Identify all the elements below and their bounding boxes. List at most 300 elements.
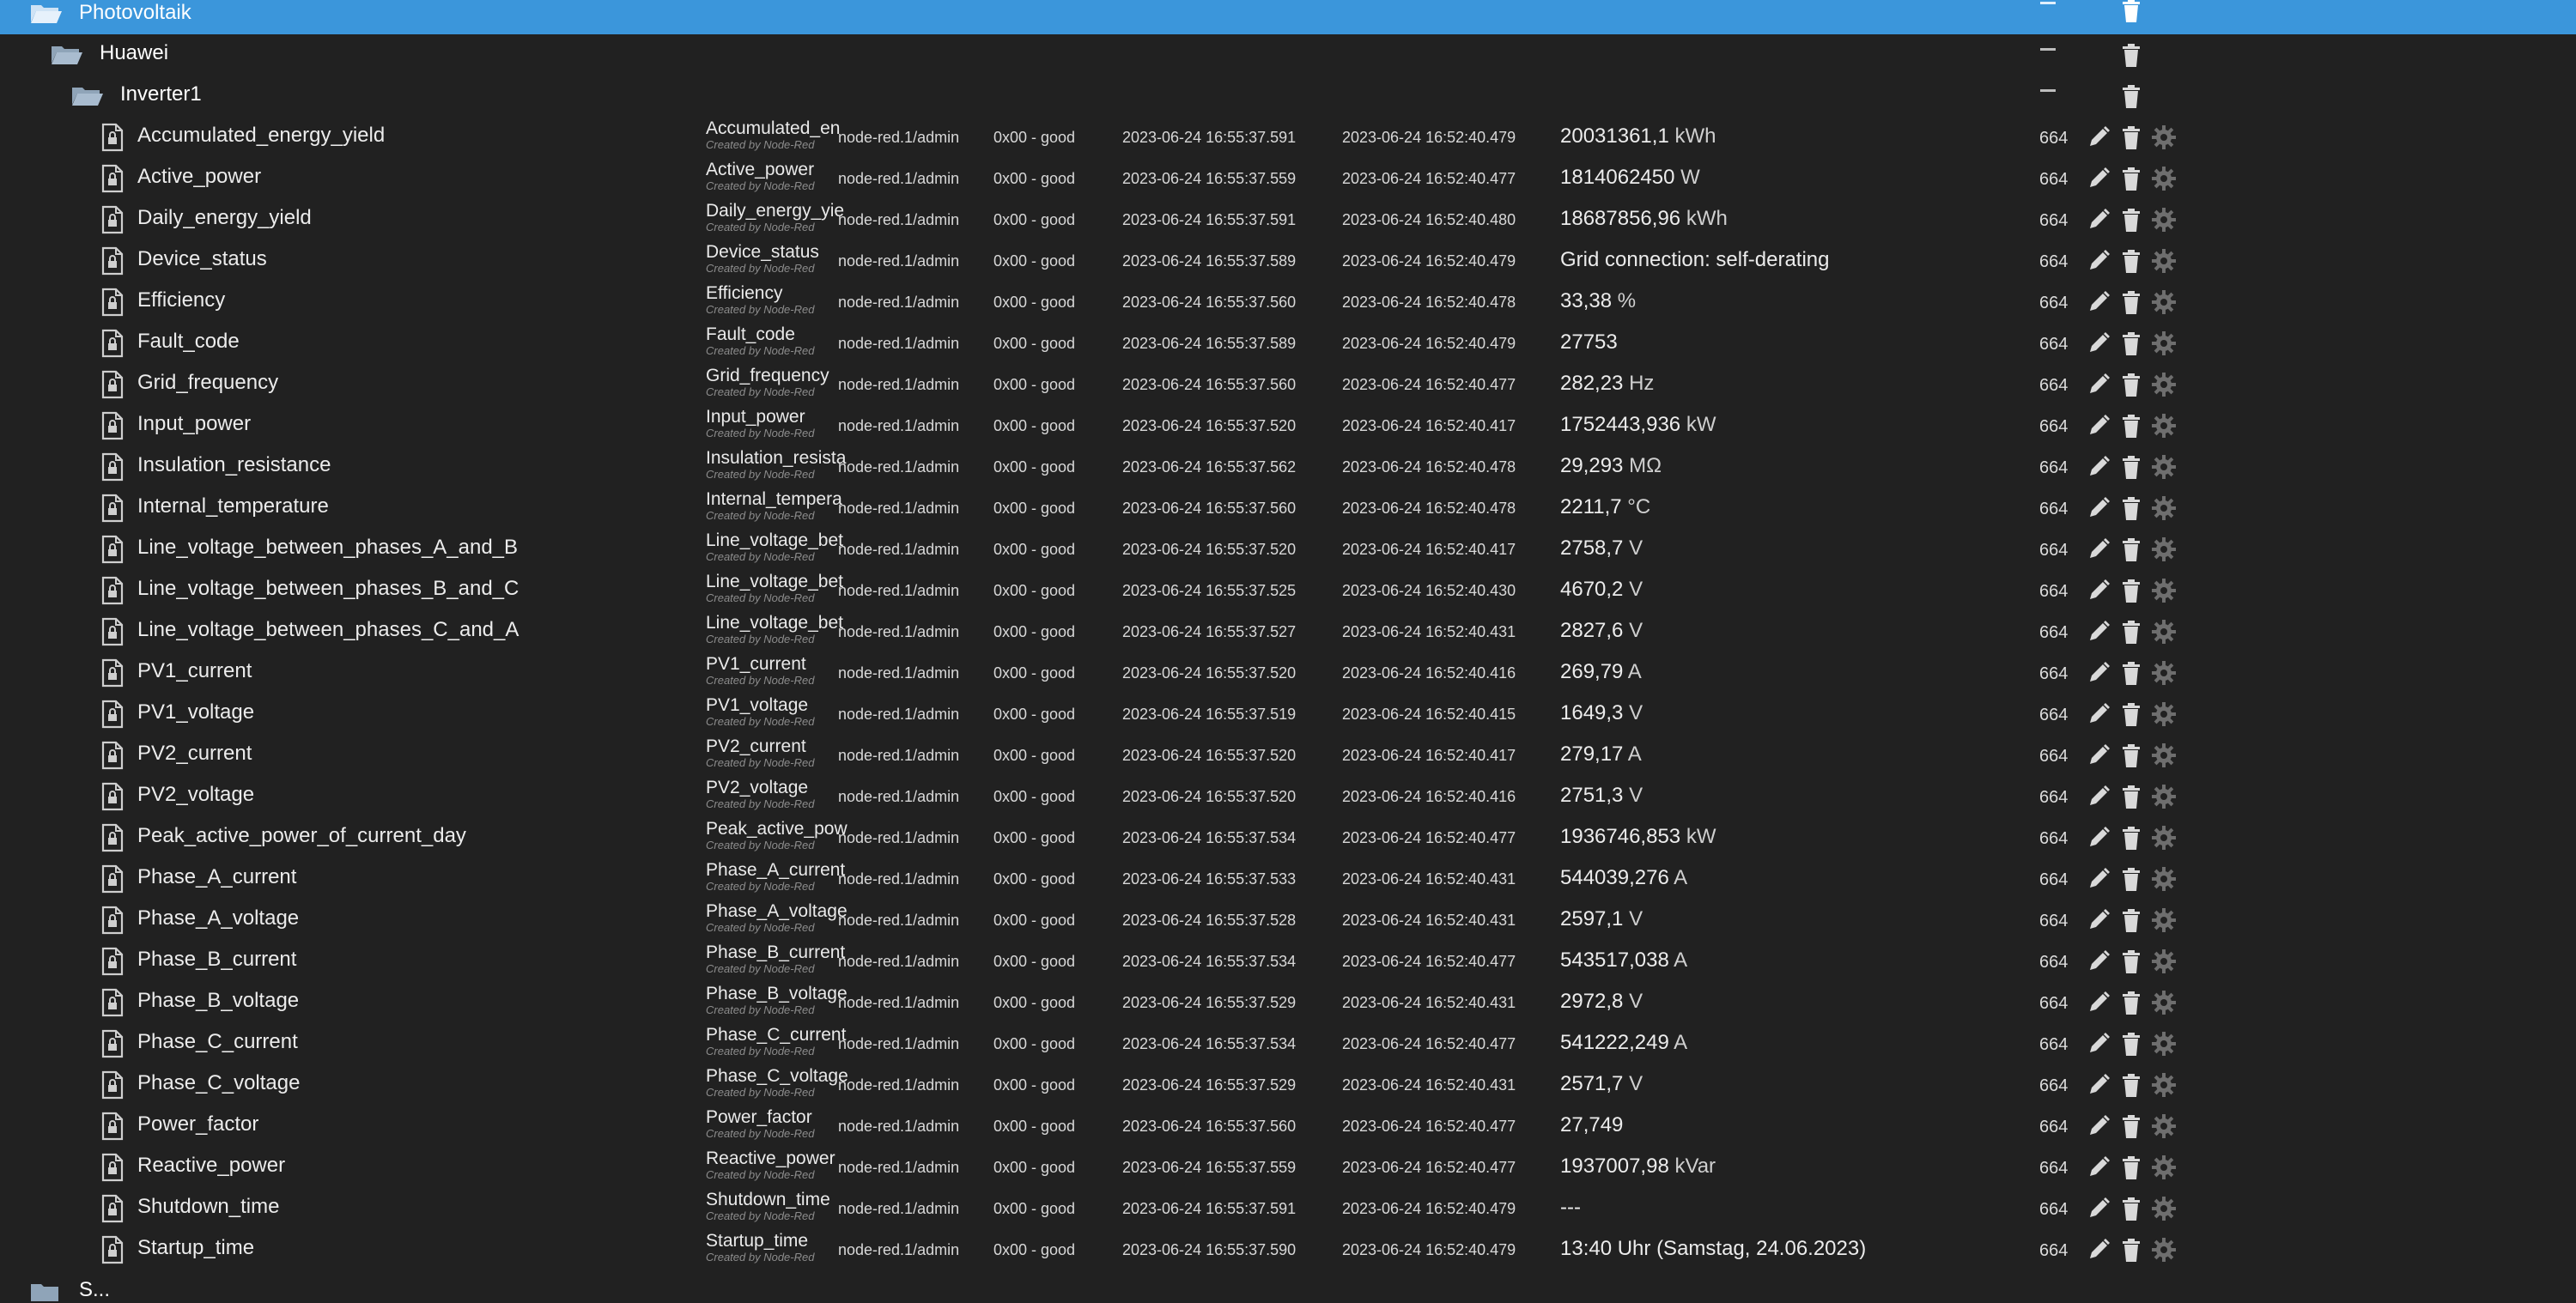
- edit-pencil-icon[interactable]: [2085, 824, 2112, 851]
- trash-icon[interactable]: [2117, 412, 2145, 439]
- state-row[interactable]: [0, 199, 2576, 240]
- state-timestamp: 2023-06-24 16:55:37.559: [1122, 1159, 1297, 1176]
- state-quality: 0x00 - good: [993, 335, 1076, 352]
- state-value[interactable]: [1560, 289, 1636, 313]
- state-row[interactable]: [0, 694, 2576, 735]
- state-quality: 0x00 - good: [993, 747, 1076, 764]
- created-by: Created by Node-Red: [706, 715, 815, 728]
- state-name-cell: [706, 942, 846, 975]
- file-lock-icon: [101, 865, 124, 893]
- state-name: Fault_code: [706, 324, 795, 344]
- trash-icon[interactable]: [2117, 865, 2145, 893]
- created-by: Created by Node-Red: [706, 1127, 815, 1140]
- value-number: 2758,7: [1560, 536, 1624, 560]
- edit-pencil-icon[interactable]: [2085, 165, 2112, 192]
- state-last-change: 2023-06-24 16:52:40.417: [1342, 747, 1516, 764]
- state-count: 664: [2039, 623, 2069, 642]
- edit-pencil-icon[interactable]: [2085, 618, 2112, 645]
- state-name: Input_power: [706, 407, 805, 427]
- state-id: Peak_active_power_of_current_day: [137, 824, 466, 847]
- gear-icon[interactable]: [2150, 371, 2178, 398]
- file-lock-icon: [101, 165, 124, 192]
- gear-icon[interactable]: [2150, 618, 2178, 645]
- state-quality: 0x00 - good: [993, 541, 1076, 558]
- trash-icon[interactable]: [2117, 989, 2145, 1016]
- state-row[interactable]: [0, 982, 2576, 1023]
- trash-icon[interactable]: [2117, 247, 2145, 275]
- state-name: Phase_B_current: [706, 942, 846, 962]
- edit-pencil-icon[interactable]: [2085, 1236, 2112, 1264]
- state-user: node-red.1/admin: [838, 623, 960, 640]
- created-by: Created by Node-Red: [706, 921, 815, 934]
- state-name: Line_voltage_bet: [706, 613, 843, 633]
- state-row[interactable]: [0, 652, 2576, 694]
- gear-icon[interactable]: [2150, 247, 2178, 275]
- state-quality: 0x00 - good: [993, 170, 1076, 187]
- edit-pencil-icon[interactable]: [2085, 659, 2112, 687]
- state-quality: 0x00 - good: [993, 1200, 1076, 1217]
- state-count: 664: [2039, 1241, 2069, 1260]
- value-number: 2211,7: [1560, 495, 1622, 518]
- gear-icon[interactable]: [2150, 412, 2178, 439]
- value-number: 1937007,98: [1560, 1155, 1669, 1178]
- trash-icon[interactable]: [2117, 948, 2145, 975]
- folder-row-huawei[interactable]: [0, 34, 2576, 76]
- gear-icon[interactable]: [2150, 453, 2178, 481]
- state-user: node-red.1/admin: [838, 170, 960, 187]
- edit-pencil-icon[interactable]: [2085, 453, 2112, 481]
- state-value[interactable]: [1560, 495, 1650, 519]
- state-user: node-red.1/admin: [838, 500, 960, 517]
- state-name-cell: [706, 737, 836, 769]
- trash-icon[interactable]: [2117, 288, 2145, 316]
- state-id: Device_status: [137, 247, 267, 270]
- state-value[interactable]: [1560, 1113, 1623, 1137]
- state-timestamp: 2023-06-24 16:55:37.527: [1122, 623, 1297, 640]
- state-row[interactable]: [0, 158, 2576, 199]
- state-name: Startup_time: [706, 1231, 809, 1251]
- folder-row-partial[interactable]: [0, 1277, 2576, 1301]
- gear-icon[interactable]: [2150, 1195, 2178, 1222]
- state-id: Line_voltage_between_phases_B_and_C: [137, 577, 519, 600]
- trash-icon[interactable]: [2117, 206, 2145, 233]
- state-last-change: 2023-06-24 16:52:40.477: [1342, 170, 1516, 187]
- edit-pencil-icon[interactable]: [2085, 1112, 2112, 1140]
- edit-pencil-icon[interactable]: [2085, 412, 2112, 439]
- state-timestamp: 2023-06-24 16:55:37.520: [1122, 417, 1297, 434]
- state-id: Accumulated_energy_yield: [137, 124, 386, 147]
- value-number: 29,293: [1560, 454, 1624, 477]
- trash-icon[interactable]: [2117, 824, 2145, 851]
- state-row[interactable]: [0, 900, 2576, 941]
- state-last-change: 2023-06-24 16:52:40.431: [1342, 870, 1516, 888]
- state-value[interactable]: [1560, 1196, 1581, 1220]
- state-count: 664: [2039, 500, 2069, 518]
- state-row[interactable]: [0, 282, 2576, 323]
- state-name: Phase_C_voltage: [706, 1066, 848, 1086]
- trash-icon[interactable]: [2117, 494, 2145, 522]
- trash-icon[interactable]: [2117, 659, 2145, 687]
- state-timestamp: 2023-06-24 16:55:37.519: [1122, 706, 1297, 723]
- trash-icon[interactable]: [2117, 783, 2145, 810]
- folder-row-photovoltaik[interactable]: [0, 0, 2576, 34]
- value-number: 2751,3: [1560, 784, 1624, 807]
- state-value[interactable]: [1560, 1237, 1866, 1261]
- created-by: Created by Node-Red: [706, 880, 815, 893]
- state-id: Daily_energy_yield: [137, 206, 312, 229]
- folder-name: S...: [79, 1278, 111, 1301]
- gear-icon[interactable]: [2150, 165, 2178, 192]
- state-timestamp: 2023-06-24 16:55:37.590: [1122, 1241, 1297, 1258]
- state-timestamp: 2023-06-24 16:55:37.529: [1122, 1076, 1297, 1094]
- state-quality: 0x00 - good: [993, 1159, 1076, 1176]
- file-lock-icon: [101, 948, 124, 975]
- trash-icon[interactable]: [2117, 453, 2145, 481]
- state-value[interactable]: [1560, 825, 1716, 849]
- trash-icon[interactable]: [2117, 1195, 2145, 1222]
- state-user: node-red.1/admin: [838, 870, 960, 888]
- edit-pencil-icon[interactable]: [2085, 989, 2112, 1016]
- state-user: node-red.1/admin: [838, 252, 960, 270]
- file-lock-icon: [101, 1195, 124, 1222]
- value-unit: V: [1629, 578, 1643, 601]
- gear-icon[interactable]: [2150, 906, 2178, 934]
- state-last-change: 2023-06-24 16:52:40.477: [1342, 376, 1516, 393]
- state-id: Startup_time: [137, 1236, 255, 1259]
- edit-pencil-icon[interactable]: [2085, 124, 2112, 151]
- created-by: Created by Node-Red: [706, 1003, 815, 1016]
- state-timestamp: 2023-06-24 16:55:37.591: [1122, 129, 1297, 146]
- state-user: node-red.1/admin: [838, 664, 960, 682]
- collapse-icon[interactable]: [2040, 48, 2056, 51]
- state-row[interactable]: [0, 858, 2576, 900]
- folder-name: Huawei: [100, 41, 169, 64]
- folder-row-inverter1[interactable]: [0, 76, 2576, 117]
- state-value[interactable]: [1560, 330, 1618, 355]
- state-value[interactable]: [1560, 948, 1687, 973]
- state-id: Active_power: [137, 165, 262, 188]
- state-row[interactable]: [0, 117, 2576, 158]
- gear-icon[interactable]: [2150, 1154, 2178, 1181]
- state-id: Reactive_power: [137, 1154, 286, 1177]
- trash-icon[interactable]: [2117, 577, 2145, 604]
- state-last-change: 2023-06-24 16:52:40.477: [1342, 1035, 1516, 1052]
- edit-pencil-icon[interactable]: [2085, 906, 2112, 934]
- file-lock-icon: [101, 700, 124, 728]
- state-name-cell: [706, 284, 836, 316]
- state-value[interactable]: [1560, 578, 1643, 602]
- gear-icon[interactable]: [2150, 865, 2178, 893]
- state-name: PV1_current: [706, 654, 806, 674]
- state-value[interactable]: [1560, 413, 1716, 437]
- edit-pencil-icon[interactable]: [2085, 577, 2112, 604]
- collapse-icon[interactable]: [2040, 89, 2056, 92]
- trash-icon[interactable]: [2117, 536, 2145, 563]
- state-name-cell: [706, 984, 848, 1016]
- state-quality: 0x00 - good: [993, 829, 1076, 846]
- value-unit: Hz: [1629, 372, 1655, 395]
- state-count: 664: [2039, 1159, 2069, 1178]
- state-name-cell: [706, 860, 846, 893]
- state-name: Phase_C_current: [706, 1025, 847, 1045]
- state-row[interactable]: [0, 446, 2576, 488]
- state-quality: 0x00 - good: [993, 1076, 1076, 1094]
- trash-icon[interactable]: [2117, 1236, 2145, 1264]
- trash-icon[interactable]: [2117, 1071, 2145, 1099]
- state-row[interactable]: [0, 488, 2576, 529]
- trash-icon[interactable]: [2117, 618, 2145, 645]
- gear-icon[interactable]: [2150, 288, 2178, 316]
- state-quality: 0x00 - good: [993, 953, 1076, 970]
- state-name: Phase_B_voltage: [706, 984, 848, 1003]
- trash-icon[interactable]: [2117, 165, 2145, 192]
- state-row[interactable]: [0, 529, 2576, 570]
- state-name: Phase_A_current: [706, 860, 846, 880]
- trash-icon[interactable]: [2117, 371, 2145, 398]
- state-value[interactable]: [1560, 990, 1643, 1014]
- state-name-cell: [706, 1108, 836, 1140]
- state-timestamp: 2023-06-24 16:55:37.528: [1122, 912, 1297, 929]
- state-row[interactable]: [0, 735, 2576, 776]
- edit-pencil-icon[interactable]: [2085, 742, 2112, 769]
- value-number: 2597,1: [1560, 907, 1624, 930]
- value-number: 543517,038: [1560, 948, 1669, 972]
- trash-icon[interactable]: [2117, 82, 2145, 110]
- state-value[interactable]: [1560, 907, 1643, 931]
- created-by: Created by Node-Red: [706, 797, 815, 810]
- file-lock-icon: [101, 371, 124, 398]
- state-row[interactable]: [0, 941, 2576, 982]
- file-lock-icon: [101, 824, 124, 851]
- edit-pencil-icon[interactable]: [2085, 536, 2112, 563]
- file-lock-icon: [101, 659, 124, 687]
- state-quality: 0x00 - good: [993, 1035, 1076, 1052]
- state-value[interactable]: [1560, 701, 1643, 725]
- gear-icon[interactable]: [2150, 1112, 2178, 1140]
- value-number: 541222,249: [1560, 1031, 1669, 1054]
- gear-icon[interactable]: [2150, 659, 2178, 687]
- created-by: Created by Node-Red: [706, 1168, 815, 1181]
- state-row[interactable]: [0, 1147, 2576, 1188]
- state-timestamp: 2023-06-24 16:55:37.562: [1122, 458, 1297, 476]
- state-row[interactable]: [0, 240, 2576, 282]
- created-by: Created by Node-Red: [706, 427, 815, 439]
- value-unit: V: [1629, 907, 1643, 930]
- state-value[interactable]: [1560, 248, 1830, 272]
- edit-pencil-icon[interactable]: [2085, 700, 2112, 728]
- state-name-cell: [706, 489, 842, 522]
- value-unit: MΩ: [1629, 454, 1662, 477]
- value-unit: V: [1629, 990, 1643, 1013]
- state-row[interactable]: [0, 323, 2576, 364]
- created-by: Created by Node-Red: [706, 1251, 815, 1264]
- value-unit: °C: [1627, 495, 1651, 518]
- state-user: node-red.1/admin: [838, 706, 960, 723]
- state-value[interactable]: [1560, 1072, 1643, 1096]
- file-lock-icon: [101, 453, 124, 481]
- state-value[interactable]: [1560, 619, 1643, 643]
- state-row[interactable]: [0, 1188, 2576, 1229]
- state-timestamp: 2023-06-24 16:55:37.591: [1122, 1200, 1297, 1217]
- state-name-cell: [706, 655, 836, 687]
- value-unit: V: [1629, 1072, 1643, 1095]
- edit-pencil-icon[interactable]: [2085, 1030, 2112, 1058]
- state-row[interactable]: [0, 817, 2576, 858]
- state-row[interactable]: [0, 570, 2576, 611]
- state-row[interactable]: [0, 405, 2576, 446]
- state-id: Grid_frequency: [137, 371, 279, 394]
- value-unit: V: [1629, 701, 1643, 724]
- state-value[interactable]: [1560, 124, 1716, 148]
- state-name-cell: [706, 1066, 848, 1099]
- state-last-change: 2023-06-24 16:52:40.478: [1342, 294, 1516, 311]
- gear-icon[interactable]: [2150, 124, 2178, 151]
- state-timestamp: 2023-06-24 16:55:37.534: [1122, 953, 1297, 970]
- gear-icon[interactable]: [2150, 494, 2178, 522]
- state-count: 664: [2039, 664, 2069, 683]
- gear-icon[interactable]: [2150, 1071, 2178, 1099]
- state-quality: 0x00 - good: [993, 788, 1076, 805]
- state-quality: 0x00 - good: [993, 706, 1076, 723]
- state-quality: 0x00 - good: [993, 252, 1076, 270]
- edit-pencil-icon[interactable]: [2085, 206, 2112, 233]
- created-by: Created by Node-Red: [706, 138, 815, 151]
- state-count: 664: [2039, 294, 2069, 312]
- created-by: Created by Node-Red: [706, 756, 815, 769]
- state-row[interactable]: [0, 776, 2576, 817]
- state-row[interactable]: [0, 1106, 2576, 1147]
- edit-pencil-icon[interactable]: [2085, 494, 2112, 522]
- state-value[interactable]: [1560, 536, 1643, 561]
- trash-icon[interactable]: [2117, 1112, 2145, 1140]
- state-timestamp: 2023-06-24 16:55:37.520: [1122, 788, 1297, 805]
- state-count: 664: [2039, 953, 2069, 972]
- file-lock-icon: [101, 577, 124, 604]
- state-quality: 0x00 - good: [993, 623, 1076, 640]
- edit-pencil-icon[interactable]: [2085, 948, 2112, 975]
- value-number: 2827,6: [1560, 619, 1624, 642]
- collapse-icon[interactable]: [2040, 2, 2056, 4]
- state-count: 664: [2039, 1200, 2069, 1219]
- gear-icon[interactable]: [2150, 577, 2178, 604]
- state-count: 664: [2039, 1118, 2069, 1136]
- state-value[interactable]: [1560, 1155, 1716, 1179]
- trash-icon[interactable]: [2117, 1154, 2145, 1181]
- edit-pencil-icon[interactable]: [2085, 1195, 2112, 1222]
- state-quality: 0x00 - good: [993, 211, 1076, 228]
- state-quality: 0x00 - good: [993, 870, 1076, 888]
- gear-icon[interactable]: [2150, 1236, 2178, 1264]
- state-row[interactable]: [0, 611, 2576, 652]
- gear-icon[interactable]: [2150, 536, 2178, 563]
- gear-icon[interactable]: [2150, 824, 2178, 851]
- value-number: 18687856,96: [1560, 207, 1681, 230]
- state-name-cell: [706, 779, 836, 810]
- edit-pencil-icon[interactable]: [2085, 865, 2112, 893]
- state-value[interactable]: [1560, 660, 1642, 684]
- state-quality: 0x00 - good: [993, 994, 1076, 1011]
- state-last-change: 2023-06-24 16:52:40.416: [1342, 788, 1516, 805]
- edit-pencil-icon[interactable]: [2085, 371, 2112, 398]
- trash-icon[interactable]: [2117, 906, 2145, 934]
- edit-pencil-icon[interactable]: [2085, 1071, 2112, 1099]
- gear-icon[interactable]: [2150, 742, 2178, 769]
- value-number: 4670,2: [1560, 578, 1624, 601]
- edit-pencil-icon[interactable]: [2085, 783, 2112, 810]
- state-name: Active_power: [706, 160, 815, 179]
- trash-icon[interactable]: [2117, 0, 2145, 24]
- state-row[interactable]: [0, 364, 2576, 405]
- state-id: Phase_B_voltage: [137, 989, 300, 1012]
- gear-icon[interactable]: [2150, 206, 2178, 233]
- value-number: 27,749: [1560, 1113, 1624, 1136]
- trash-icon[interactable]: [2117, 742, 2145, 769]
- gear-icon[interactable]: [2150, 700, 2178, 728]
- gear-icon[interactable]: [2150, 989, 2178, 1016]
- state-value[interactable]: [1560, 372, 1654, 396]
- state-timestamp: 2023-06-24 16:55:37.560: [1122, 1118, 1297, 1135]
- created-by: Created by Node-Red: [706, 633, 815, 645]
- gear-icon[interactable]: [2150, 330, 2178, 357]
- trash-icon[interactable]: [2117, 124, 2145, 151]
- state-row[interactable]: [0, 1023, 2576, 1064]
- state-value[interactable]: [1560, 866, 1687, 890]
- state-value[interactable]: [1560, 166, 1700, 190]
- trash-icon[interactable]: [2117, 41, 2145, 69]
- edit-pencil-icon[interactable]: [2085, 247, 2112, 275]
- state-value[interactable]: [1560, 207, 1728, 231]
- state-value[interactable]: [1560, 1031, 1687, 1055]
- value-number: 33,38: [1560, 289, 1613, 312]
- trash-icon[interactable]: [2117, 1030, 2145, 1058]
- edit-pencil-icon[interactable]: [2085, 1154, 2112, 1181]
- gear-icon[interactable]: [2150, 948, 2178, 975]
- state-last-change: 2023-06-24 16:52:40.479: [1342, 1241, 1516, 1258]
- folder-name: Photovoltaik: [79, 1, 191, 24]
- trash-icon[interactable]: [2117, 330, 2145, 357]
- state-value[interactable]: [1560, 742, 1642, 767]
- state-count: 664: [2039, 829, 2069, 848]
- state-id: PV1_voltage: [137, 700, 255, 724]
- state-timestamp: 2023-06-24 16:55:37.534: [1122, 829, 1297, 846]
- gear-icon[interactable]: [2150, 783, 2178, 810]
- state-count: 664: [2039, 541, 2069, 560]
- edit-pencil-icon[interactable]: [2085, 330, 2112, 357]
- file-lock-icon: [101, 618, 124, 645]
- state-last-change: 2023-06-24 16:52:40.480: [1342, 211, 1516, 228]
- value-number: 13:40 Uhr (Samstag, 24.06.2023): [1560, 1237, 1867, 1260]
- state-count: 664: [2039, 912, 2069, 930]
- gear-icon[interactable]: [2150, 1030, 2178, 1058]
- state-row[interactable]: [0, 1229, 2576, 1270]
- trash-icon[interactable]: [2117, 700, 2145, 728]
- state-value[interactable]: [1560, 454, 1662, 478]
- state-user: node-red.1/admin: [838, 541, 960, 558]
- state-count: 664: [2039, 788, 2069, 807]
- value-number: 1936746,853: [1560, 825, 1681, 848]
- value-number: 279,17: [1560, 742, 1624, 766]
- edit-pencil-icon[interactable]: [2085, 288, 2112, 316]
- file-lock-icon: [101, 906, 124, 934]
- value-number: 2972,8: [1560, 990, 1624, 1013]
- file-lock-icon: [101, 1030, 124, 1058]
- state-last-change: 2023-06-24 16:52:40.479: [1342, 335, 1516, 352]
- file-lock-icon: [101, 330, 124, 357]
- state-timestamp: 2023-06-24 16:55:37.534: [1122, 1035, 1297, 1052]
- state-value[interactable]: [1560, 784, 1643, 808]
- state-name-cell: [706, 1025, 847, 1058]
- state-row[interactable]: [0, 1064, 2576, 1106]
